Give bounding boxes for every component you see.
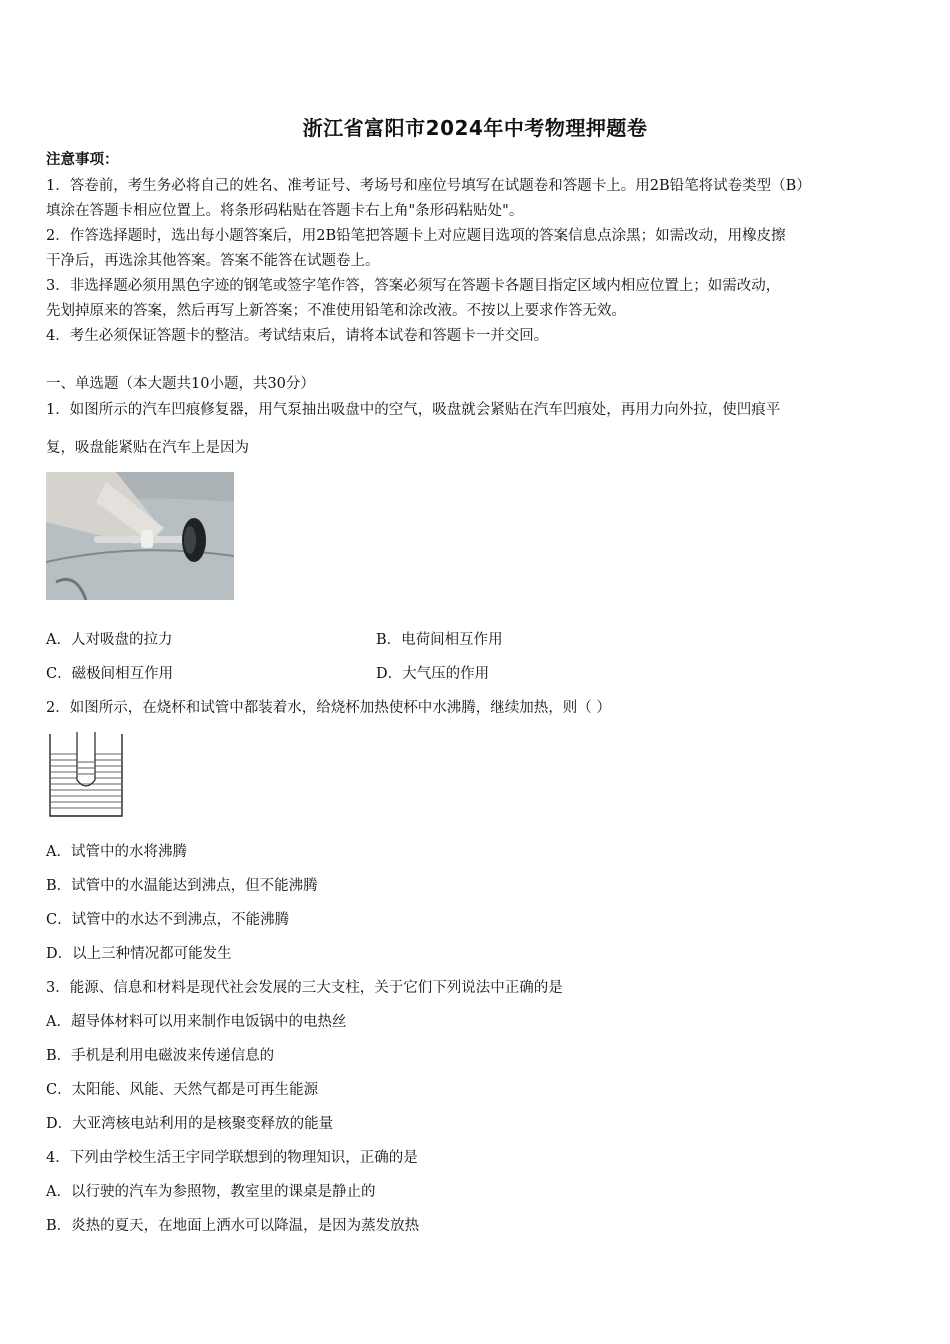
notice-heading: 注意事项： — [46, 151, 119, 168]
question-3-option-c: C．太阳能、风能、天然气都是可再生能源 — [46, 1082, 319, 1098]
question-4-option-b: B．炎热的夏天，在地面上洒水可以降温，是因为蒸发放热 — [46, 1218, 420, 1234]
question-2-option-a: A．试管中的水将沸腾 — [46, 844, 187, 860]
notice-line: 干净后，再选涂其他答案。答案不能答在试题卷上。 — [46, 253, 380, 269]
question-2-option-b: B．试管中的水温能达到沸点，但不能沸腾 — [46, 878, 318, 894]
question-3-option-b: B．手机是利用电磁波来传递信息的 — [46, 1048, 275, 1064]
notice-line: 4．考生必须保证答题卡的整洁。考试结束后，请将本试卷和答题卡一并交回。 — [46, 328, 549, 344]
question-2-stem: 2．如图所示，在烧杯和试管中都装着水，给烧杯加热使杯中水沸腾，继续加热，则（ ） — [46, 700, 611, 716]
question-3-stem: 3．能源、信息和材料是现代社会发展的三大支柱，关于它们下列说法中正确的是 — [46, 980, 563, 996]
notice-line: 填涂在答题卡相应位置上。将条形码粘贴在答题卡右上角"条形码粘贴处"。 — [46, 203, 524, 219]
beaker-test-tube-diagram — [46, 732, 126, 822]
question-1-option-b: B．电荷间相互作用 — [376, 632, 503, 648]
notice-line: 先划掉原来的答案，然后再写上新答案；不准使用铅笔和涂改液。不按以上要求作答无效。 — [46, 303, 626, 319]
question-1-option-c: C．磁极间相互作用 — [46, 666, 174, 682]
question-4-stem: 4．下列由学校生活王宇同学联想到的物理知识，正确的是 — [46, 1150, 418, 1166]
question-2-option-c: C．试管中的水达不到沸点，不能沸腾 — [46, 912, 290, 928]
question-3-option-d: D．大亚湾核电站利用的是核聚变释放的能量 — [46, 1116, 334, 1132]
question-1-stem: 1．如图所示的汽车凹痕修复器，用气泵抽出吸盘中的空气，吸盘就会紧贴在汽车凹痕处，再用力向外拉，使凹痕平 — [46, 402, 781, 418]
page-title: 浙江省富阳市2024年中考物理押题卷 — [302, 116, 648, 140]
question-1-stem-cont: 复，吸盘能紧贴在汽车上是因为 — [46, 440, 249, 456]
question-1-option-d: D．大气压的作用 — [376, 666, 490, 682]
notice-line: 1．答卷前，考生务必将自己的姓名、准考证号、考场号和座位号填写在试题卷和答题卡上。用2B铅笔将试卷类型（B） — [46, 178, 811, 194]
section-heading: 一、单选题（本大题共10小题，共30分） — [46, 376, 315, 392]
question-2-option-d: D．以上三种情况都可能发生 — [46, 946, 232, 962]
notice-line: 2．作答选择题时，选出每小题答案后，用2B铅笔把答题卡上对应题目选项的答案信息点涂黑；如需改动，用橡皮擦 — [46, 228, 786, 244]
question-1-option-a: A．人对吸盘的拉力 — [46, 632, 173, 648]
notice-line: 3．非选择题必须用黑色字迹的钢笔或签字笔作答，答案必须写在答题卡各题目指定区域内相应位置上；如需改动， — [46, 278, 781, 294]
dent-repair-photo — [46, 472, 234, 600]
question-3-option-a: A．超导体材料可以用来制作电饭锅中的电热丝 — [46, 1014, 347, 1030]
question-4-option-a: A．以行驶的汽车为参照物，教室里的课桌是静止的 — [46, 1184, 376, 1200]
